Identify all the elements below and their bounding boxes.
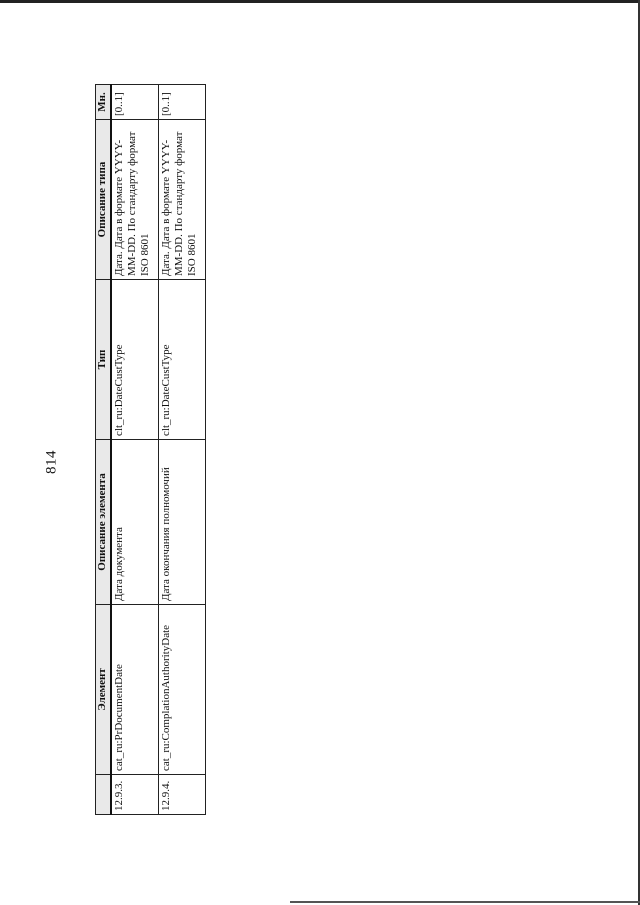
header-type: Тип <box>96 280 112 440</box>
page-number: 814 <box>43 450 60 474</box>
row-element: cat_ru:PrDocumentDate <box>111 605 159 775</box>
row-number: 12.9.4. <box>159 775 206 815</box>
page-edge-top <box>0 0 640 3</box>
row-element-description: Дата документа <box>111 440 159 605</box>
row-type: clt_ru:DateCustType <box>159 280 206 440</box>
row-type: clt_ru:DateCustType <box>111 280 159 440</box>
row-multiplicity: [0..1] <box>159 85 206 120</box>
page-edge-bottom <box>290 901 640 903</box>
row-number: 12.9.3. <box>111 775 159 815</box>
header-multiplicity: Мн. <box>96 85 112 120</box>
row-element-description: Дата окончания полномочий <box>159 440 206 605</box>
row-element: cat_ru:ComplationAuthorityDate <box>159 605 206 775</box>
header-element: Элемент <box>96 605 112 775</box>
row-type-description: Дата. Дата в формате YYYY-MM-DD. По стандарту формат ISO 8601 <box>159 120 206 280</box>
table-row <box>159 85 206 815</box>
element-table <box>95 84 206 815</box>
row-multiplicity: [0..1] <box>111 85 159 120</box>
header-type-description: Описание типа <box>96 120 112 280</box>
rotated-table-frame <box>95 85 210 815</box>
table-header-row <box>96 85 112 815</box>
header-element-description: Описание элемента <box>96 440 112 605</box>
row-type-description: Дата. Дата в формате YYYY-MM-DD. По стандарту формат ISO 8601 <box>111 120 159 280</box>
header-num <box>96 775 112 815</box>
table-row <box>111 85 159 815</box>
